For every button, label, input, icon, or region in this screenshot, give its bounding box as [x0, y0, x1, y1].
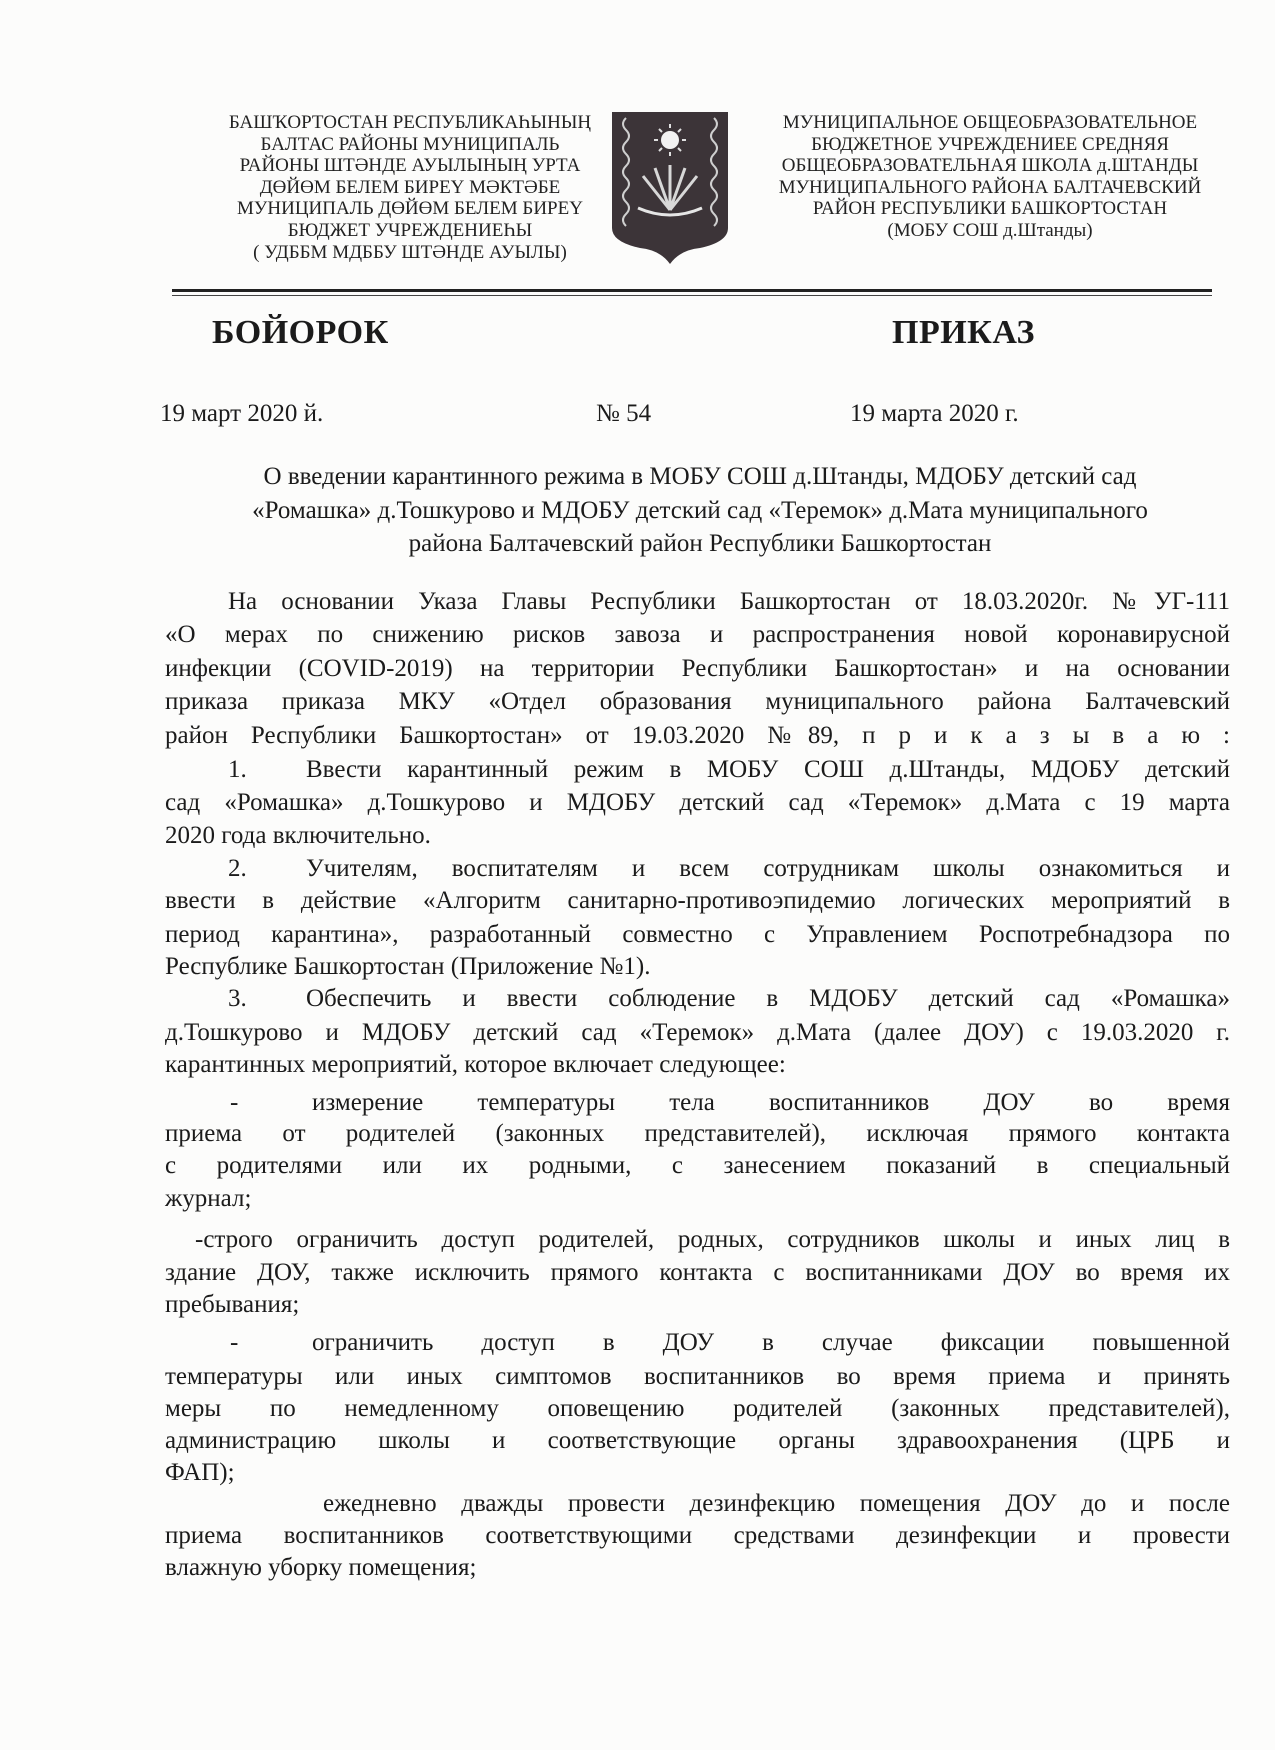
item-number: 1.	[228, 756, 247, 783]
body-line: здание ДОУ, также исключить прямого контакта с воспитанниками ДОУ во время их	[165, 1259, 1230, 1286]
body-line: Республике Башкортостан (Приложение №1).	[165, 953, 651, 980]
header-line: БАШҠОРТОСТАН РЕСПУБЛИКАҺЫНЫҢ	[228, 112, 592, 133]
body-line: карантинных мероприятий, которое включает следующее:	[165, 1051, 786, 1078]
header-divider	[172, 289, 1212, 292]
body-line: ФАП);	[165, 1459, 235, 1486]
header-line: БЮДЖЕТНОЕ УЧРЕЖДЕНИЕЕ СРЕДНЯЯ	[811, 133, 1169, 155]
body-line: журнал;	[165, 1185, 252, 1212]
order-title-line: О введении карантинного режима в МОБУ СОШ д.Штанды, МДОБУ детский сад	[263, 463, 1137, 490]
header-line: РАЙОН РЕСПУБЛИКИ БАШКОРТОСТАН	[812, 198, 1168, 220]
header-line: ДӨЙӨМ БЕЛЕМ БИРЕҮ МӘКТӘБЕ	[259, 176, 561, 198]
header-divider-thin	[172, 295, 1212, 296]
body-line: район Республики Башкортостан» от 19.03.2020 №89, п р и к а з ы в а ю :	[165, 722, 1230, 749]
order-title-line: района Балтачевский район Республики Башкортостан	[408, 530, 992, 557]
item-number: 2.	[228, 855, 247, 882]
header-line: БАЛТАС РАЙОНЫ МУНИЦИПАЛЬ	[260, 133, 560, 155]
dash-marker: -	[230, 1089, 239, 1116]
body-line: Ввести карантинный режим в МОБУ СОШ д.Штанды, МДОБУ детский	[306, 756, 1230, 783]
doc-type-russian: ПРИКАЗ	[892, 314, 1035, 351]
body-line: д.Тошкурово и МДОБУ детский сад «Теремок» д.Мата (далее ДОУ) с 19.03.2020 г.	[165, 1019, 1230, 1046]
body-line: с родителями или их родными, с занесением показаний в специальный	[165, 1152, 1230, 1179]
header-left-bashkir	[150, 112, 670, 263]
dash-marker: -	[230, 1329, 239, 1356]
body-line: Учителям, воспитателям и всем сотрудникам школы ознакомиться и	[306, 855, 1230, 882]
body-line: приема от родителей (законных представителей), исключая прямого контакта	[165, 1120, 1230, 1147]
body-line: приказа приказа МКУ «Отдел образования муниципального района Балтачевский	[165, 688, 1230, 715]
doc-type-bashkir: БОЙОРОК	[212, 314, 389, 351]
body-line: меры по немедленному оповещению родителей (законных представителей),	[165, 1395, 1230, 1422]
header-line: МУНИЦИПАЛЬНОЕ ОБЩЕОБРАЗОВАТЕЛЬНОЕ	[782, 112, 1198, 133]
body-line: ввести в действие «Алгоритм санитарно-противоэпидемио логических мероприятий в	[165, 887, 1230, 914]
body-line: На основании Указа Главы Республики Башкортостан от 18.03.2020г. №УГ-111	[228, 588, 1230, 615]
date-bashkir: 19 март 2020 й.	[160, 400, 324, 427]
order-number: № 54	[596, 400, 652, 427]
header-line: МУНИЦИПАЛЬНОГО РАЙОНА БАЛТАЧЕВСКИЙ	[778, 176, 1202, 198]
header-line: БЮДЖЕТ УЧРЕЖДЕНИЕҺЫ	[287, 219, 533, 241]
coat-of-arms-icon	[610, 110, 730, 265]
body-line: Обеспечить и ввести соблюдение в МДОБУ детский сад «Ромашка»	[306, 985, 1230, 1012]
body-line: ежедневно дважды провести дезинфекцию помещения ДОУ до и после	[323, 1490, 1230, 1517]
body-line: администрацию школы и соответствующие органы здравоохранения (ЦРБ и	[165, 1427, 1230, 1454]
body-line: «О мерах по снижению рисков завоза и распространения новой коронавирусной	[165, 621, 1230, 648]
body-line: инфекции (COVID-2019) на территории Республики Башкортостан» и на основании	[165, 655, 1230, 682]
header-line: ОБЩЕОБРАЗОВАТЕЛЬНАЯ ШКОЛА д.ШТАНДЫ	[781, 155, 1199, 177]
body-line: влажную уборку помещения;	[165, 1554, 477, 1581]
header-line: РАЙОНЫ ШТӘНДЕ АУЫЛЫНЫҢ УРТА	[239, 155, 581, 177]
header-line: ( УДББМ МДББУ ШТӘНДЕ АУЫЛЫ)	[253, 241, 567, 263]
header-line: (МОБУ СОШ д.Штанды)	[887, 219, 1093, 241]
date-russian: 19 марта 2020 г.	[850, 400, 1019, 427]
body-line: температуры или иных симптомов воспитанников во время приема и принять	[165, 1363, 1230, 1390]
body-line: -строго ограничить доступ родителей, родных, сотрудников школы и иных лиц в	[195, 1226, 1230, 1253]
item-number: 3.	[228, 985, 247, 1012]
order-title-line: «Ромашка» д.Тошкурово и МДОБУ детский сад «Теремок» д.Мата муниципального	[252, 497, 1148, 524]
body-line: период карантина», разработанный совместно с Управлением Роспотребнадзора по	[165, 921, 1230, 948]
body-line: 2020 года включительно.	[165, 822, 431, 849]
body-line: сад «Ромашка» д.Тошкурово и МДОБУ детский сад «Теремок» д.Мата с 19 марта	[165, 789, 1230, 816]
body-line: пребывания;	[165, 1291, 300, 1318]
body-line: измерение температуры тела воспитанников ДОУ во время	[312, 1089, 1230, 1116]
header-right-russian	[745, 112, 1235, 242]
header-line: МУНИЦИПАЛЬ ДӨЙӨМ БЕЛЕМ БИРЕҮ	[237, 198, 583, 220]
body-line: приема воспитанников соответствующими средствами дезинфекции и провести	[165, 1522, 1230, 1549]
body-line: ограничить доступ в ДОУ в случае фиксации повышенной	[312, 1329, 1230, 1356]
